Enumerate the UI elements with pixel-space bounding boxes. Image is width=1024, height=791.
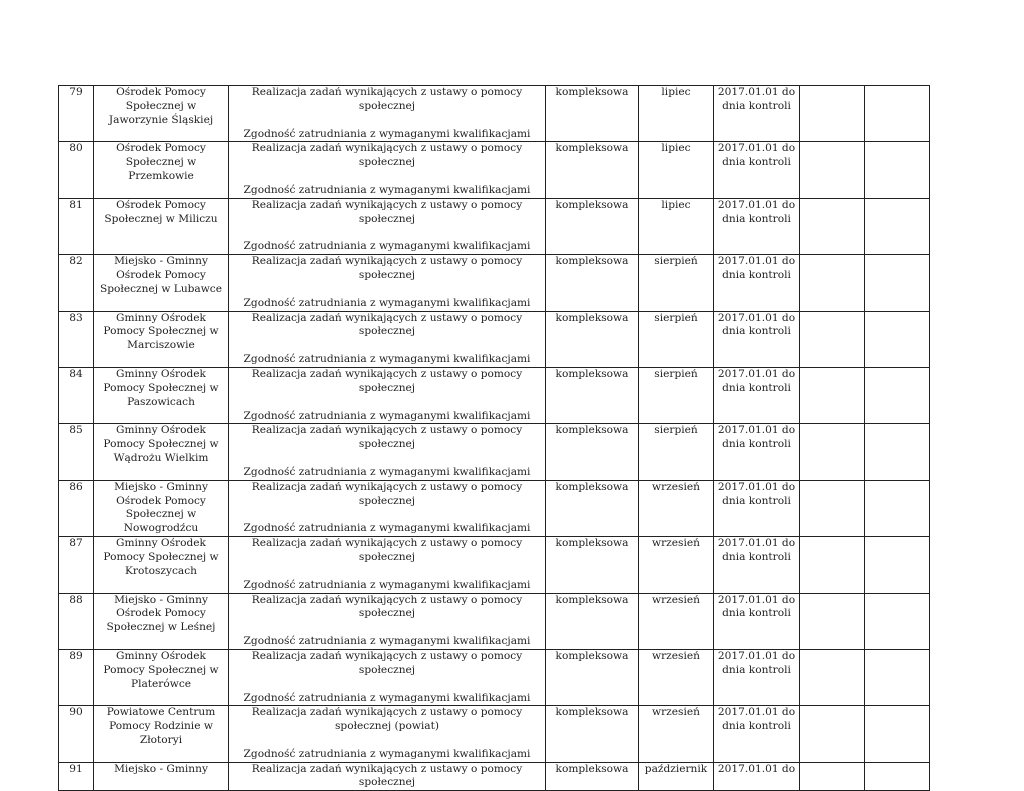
inspection-type: kompleksowa (546, 311, 639, 367)
empty-cell (800, 537, 865, 593)
institution-name: Gminny Ośrodek Pomocy Społecznej w Krotoszycach (94, 537, 229, 593)
inspection-scope (229, 424, 546, 480)
inspection-period: 2017.01.01 do dnia kontroli (714, 311, 800, 367)
empty-cell (800, 255, 865, 311)
table-row (59, 537, 930, 593)
inspection-month: wrzesień (639, 649, 714, 705)
table-row (59, 311, 930, 367)
inspection-scope (229, 255, 546, 311)
row-number: 87 (59, 537, 94, 593)
empty-cell (800, 424, 865, 480)
row-number: 90 (59, 706, 94, 762)
empty-cell (800, 142, 865, 198)
inspection-plan-table (58, 85, 930, 791)
inspection-scope (229, 593, 546, 649)
scope-requirement: Zgodność zatrudniania z wymaganymi kwalifikacjami (243, 747, 531, 760)
inspection-month: wrzesień (639, 537, 714, 593)
empty-cell (865, 593, 930, 649)
scope-topic: Realizacja zadań wynikających z ustawy o pomocy społecznej (251, 255, 523, 281)
inspection-scope (229, 706, 546, 762)
inspection-type: kompleksowa (546, 86, 639, 142)
inspection-scope (229, 649, 546, 705)
scope-topic: Realizacja zadań wynikających z ustawy o pomocy społecznej (251, 762, 523, 789)
inspection-month: wrzesień (639, 706, 714, 762)
inspection-scope (229, 367, 546, 423)
institution-name: Gminny Ośrodek Pomocy Społecznej w Wądrożu Wielkim (94, 424, 229, 480)
inspection-month: lipiec (639, 198, 714, 254)
table-row (59, 480, 930, 536)
institution-name: Gminny Ośrodek Pomocy Społecznej w Marciszowie (94, 311, 229, 367)
row-number: 91 (59, 762, 94, 791)
table-row (59, 142, 930, 198)
scope-topic: Realizacja zadań wynikających z ustawy o pomocy społecznej (251, 480, 523, 507)
inspection-type: kompleksowa (546, 649, 639, 705)
institution-name: Powiatowe Centrum Pomocy Rodzinie w Złotoryi (94, 706, 229, 762)
scope-topic: Realizacja zadań wynikających z ustawy o pomocy społecznej (251, 142, 523, 169)
inspection-month: sierpień (639, 424, 714, 480)
inspection-scope (229, 142, 546, 198)
row-number: 86 (59, 480, 94, 536)
scope-topic: Realizacja zadań wynikających z ustawy o pomocy społecznej (251, 649, 523, 676)
inspection-period: 2017.01.01 do dnia kontroli (714, 706, 800, 762)
table-row (59, 424, 930, 480)
row-number: 89 (59, 649, 94, 705)
institution-name: Ośrodek Pomocy Społecznej w Jaworzynie Śląskiej (94, 86, 229, 142)
empty-cell (800, 706, 865, 762)
inspection-period: 2017.01.01 do dnia kontroli (714, 480, 800, 536)
scope-requirement: Zgodność zatrudniania z wymaganymi kwalifikacjami (243, 353, 531, 366)
empty-cell (865, 311, 930, 367)
table-row (59, 255, 930, 311)
scope-requirement: Zgodność zatrudniania z wymaganymi kwalifikacjami (243, 183, 531, 196)
empty-cell (865, 480, 930, 536)
empty-cell (865, 255, 930, 311)
empty-cell (800, 649, 865, 705)
inspection-month: sierpień (639, 255, 714, 311)
empty-cell (800, 198, 865, 254)
inspection-period: 2017.01.01 do dnia kontroli (714, 255, 800, 311)
empty-cell (800, 762, 865, 791)
inspection-month: wrzesień (639, 593, 714, 649)
table-row (59, 649, 930, 705)
scope-requirement: Zgodność zatrudniania z wymaganymi kwalifikacjami (243, 409, 531, 422)
empty-cell (865, 367, 930, 423)
inspection-scope (229, 762, 546, 791)
inspection-month: sierpień (639, 367, 714, 423)
inspection-scope (229, 480, 546, 536)
institution-name: Miejsko - Gminny Ośrodek Pomocy Społecznej w Lubawce (94, 255, 229, 311)
inspection-month: wrzesień (639, 480, 714, 536)
scope-topic: Realizacja zadań wynikających z ustawy o pomocy społecznej (251, 593, 523, 620)
row-number: 88 (59, 593, 94, 649)
inspection-type: kompleksowa (546, 142, 639, 198)
inspection-scope (229, 537, 546, 593)
scope-topic: Realizacja zadań wynikających z ustawy o pomocy społecznej (251, 424, 523, 451)
empty-cell (865, 424, 930, 480)
inspection-scope (229, 86, 546, 142)
row-number: 80 (59, 142, 94, 198)
scope-requirement: Zgodność zatrudniania z wymaganymi kwalifikacjami (243, 522, 531, 535)
scope-requirement: Zgodność zatrudniania z wymaganymi kwalifikacjami (243, 578, 531, 591)
empty-cell (865, 537, 930, 593)
table-row (59, 762, 930, 791)
scope-requirement: Zgodność zatrudniania z wymaganymi kwalifikacjami (243, 635, 531, 648)
inspection-period: 2017.01.01 do dnia kontroli (714, 198, 800, 254)
empty-cell (800, 480, 865, 536)
institution-name: Gminny Ośrodek Pomocy Społecznej w Platerówce (94, 649, 229, 705)
row-number: 82 (59, 255, 94, 311)
row-number: 81 (59, 198, 94, 254)
inspection-period: 2017.01.01 do dnia kontroli (714, 424, 800, 480)
row-number: 85 (59, 424, 94, 480)
inspection-period: 2017.01.01 do dnia kontroli (714, 649, 800, 705)
inspection-type: kompleksowa (546, 762, 639, 791)
scope-requirement: Zgodność zatrudniania z wymaganymi kwalifikacjami (243, 240, 531, 253)
empty-cell (800, 86, 865, 142)
inspection-type: kompleksowa (546, 367, 639, 423)
inspection-type: kompleksowa (546, 198, 639, 254)
inspection-period: 2017.01.01 do dnia kontroli (714, 142, 800, 198)
scope-topic: Realizacja zadań wynikających z ustawy o pomocy społecznej (251, 86, 523, 112)
empty-cell (865, 86, 930, 142)
inspection-month: sierpień (639, 311, 714, 367)
institution-name: Miejsko - Gminny (94, 762, 229, 791)
institution-name: Ośrodek Pomocy Społecznej w Miliczu (94, 198, 229, 254)
empty-cell (865, 762, 930, 791)
table-row (59, 198, 930, 254)
institution-name: Ośrodek Pomocy Społecznej w Przemkowie (94, 142, 229, 198)
inspection-scope (229, 311, 546, 367)
inspection-type: kompleksowa (546, 424, 639, 480)
empty-cell (865, 706, 930, 762)
inspection-period: 2017.01.01 do dnia kontroli (714, 537, 800, 593)
scope-topic: Realizacja zadań wynikających z ustawy o pomocy społecznej (powiat) (251, 706, 523, 733)
row-number: 79 (59, 86, 94, 142)
scope-topic: Realizacja zadań wynikających z ustawy o pomocy społecznej (251, 198, 523, 225)
empty-cell (865, 198, 930, 254)
scope-requirement: Zgodność zatrudniania z wymaganymi kwalifikacjami (243, 296, 531, 309)
table-row (59, 367, 930, 423)
scope-topic: Realizacja zadań wynikających z ustawy o pomocy społecznej (251, 311, 523, 338)
inspection-type: kompleksowa (546, 480, 639, 536)
institution-name: Miejsko - Gminny Ośrodek Pomocy Społecznej w Leśnej (94, 593, 229, 649)
empty-cell (865, 142, 930, 198)
inspection-month: październik (639, 762, 714, 791)
table-row (59, 593, 930, 649)
scope-requirement: Zgodność zatrudniania z wymaganymi kwalifikacjami (243, 127, 531, 140)
inspection-type: kompleksowa (546, 255, 639, 311)
scope-topic: Realizacja zadań wynikających z ustawy o pomocy społecznej (251, 537, 523, 563)
empty-cell (800, 311, 865, 367)
institution-name: Miejsko - Gminny Ośrodek Pomocy Społecznej w Nowogrodźcu (94, 480, 229, 536)
inspection-type: kompleksowa (546, 537, 639, 593)
empty-cell (865, 649, 930, 705)
scope-topic: Realizacja zadań wynikających z ustawy o pomocy społecznej (251, 367, 523, 394)
table-row (59, 86, 930, 142)
inspection-period: 2017.01.01 do (714, 762, 800, 791)
scope-requirement: Zgodność zatrudniania z wymaganymi kwalifikacjami (243, 465, 531, 478)
inspection-scope (229, 198, 546, 254)
table-row (59, 706, 930, 762)
inspection-period: 2017.01.01 do dnia kontroli (714, 86, 800, 142)
inspection-period: 2017.01.01 do dnia kontroli (714, 367, 800, 423)
row-number: 83 (59, 311, 94, 367)
inspection-month: lipiec (639, 86, 714, 142)
row-number: 84 (59, 367, 94, 423)
empty-cell (800, 367, 865, 423)
inspection-type: kompleksowa (546, 706, 639, 762)
empty-cell (800, 593, 865, 649)
inspection-type: kompleksowa (546, 593, 639, 649)
scope-requirement: Zgodność zatrudniania z wymaganymi kwalifikacjami (243, 691, 531, 704)
inspection-month: lipiec (639, 142, 714, 198)
institution-name: Gminny Ośrodek Pomocy Społecznej w Paszowicach (94, 367, 229, 423)
inspection-period: 2017.01.01 do dnia kontroli (714, 593, 800, 649)
